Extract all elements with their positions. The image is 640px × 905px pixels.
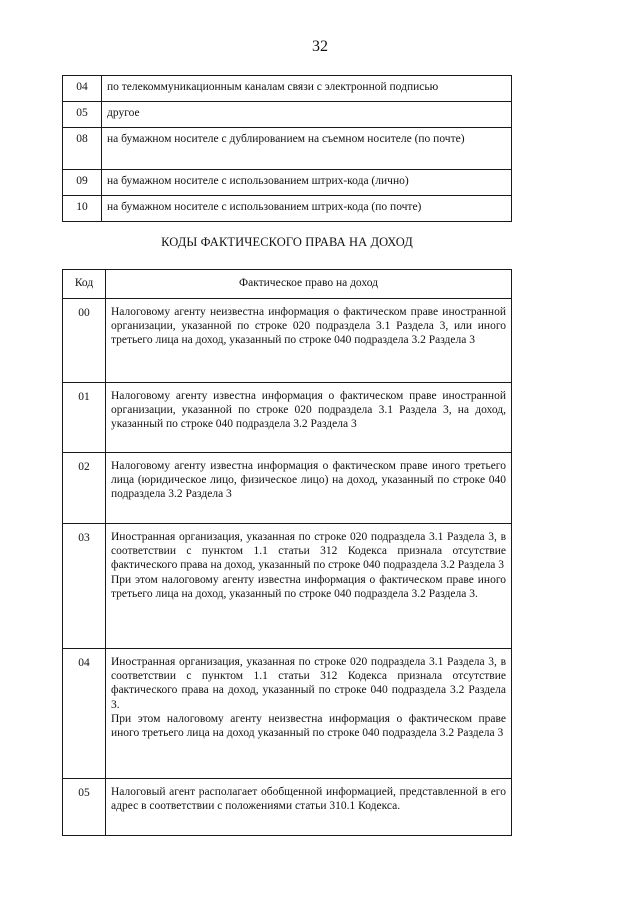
description-paragraph: При этом налоговому агенту известна информация о фактическом праве иного третьего лица на доход, указанный по строке 040 подраздела 3.2 Раздела 3.: [111, 573, 506, 600]
column-header-description: Фактическое право на доход: [106, 270, 512, 299]
description-paragraph: Налоговому агенту неизвестна информация о фактическом праве иностранной организации, указанной по строке 020 подраздела 3.1 Раздела 3, или иного третьего лица на доход, указанный по строке 040 подраздела 3.2 Раздела 3: [111, 306, 506, 347]
description-cell: [106, 779, 512, 836]
description-cell: [106, 453, 512, 524]
code-cell: 05: [63, 102, 102, 128]
description-cell: на бумажном носителе с дублированием на съемном носителе (по почте): [102, 128, 512, 170]
description-cell: [106, 299, 512, 383]
description-paragraph: Налоговому агенту известна информация о фактическом праве иного третьего лица (юридическое лицо, физическое лицо) на доход, указанный по строке 040 подраздела 3.2 Раздела 3: [111, 460, 506, 501]
code-cell: 08: [63, 128, 102, 170]
code-cell: 10: [63, 196, 102, 222]
description-cell: [106, 649, 512, 779]
table-row: [63, 453, 512, 524]
code-cell: 02: [63, 453, 106, 524]
description-paragraph: Налоговый агент располагает обобщенной информацией, представленной в его адрес в соответствии с положениями статьи 310.1 Кодекса.: [111, 786, 506, 813]
table-header-row: [63, 270, 512, 299]
description-paragraph: Иностранная организация, указанная по строке 020 подраздела 3.1 Раздела 3, в соответствии с пунктом 1.1 статьи 312 Кодекса признала отсутствие фактического права на доход, указанный по строке 040 подраздела 3.2 Раздела 3: [111, 531, 506, 572]
table-row: [63, 649, 512, 779]
description-cell: другое: [102, 102, 512, 128]
table-row: [63, 170, 512, 196]
table-row: [63, 524, 512, 649]
table-row: [63, 383, 512, 453]
table-row: [63, 299, 512, 383]
code-cell: 00: [63, 299, 106, 383]
actual-right-codes-table: [62, 269, 512, 836]
table-row: [63, 128, 512, 170]
description-paragraph: При этом налоговому агенту неизвестна информация о фактическом праве иного третьего лица на доход указанный по строке 040 подраздела 3.2 Раздела 3: [111, 712, 506, 740]
table-row: [63, 196, 512, 222]
table-row: [63, 102, 512, 128]
submission-method-codes-table: [62, 75, 512, 222]
description-cell: [106, 383, 512, 453]
code-cell: 03: [63, 524, 106, 649]
description-paragraph: Налоговому агенту известна информация о фактическом праве иностранной организации, указанной по строке 020 подраздела 3.1 Раздела 3, на доход, указанный по строке 040 подраздела 3.2 Раздела 3: [111, 390, 506, 431]
description-cell: на бумажном носителе с использованием штрих-кода (лично): [102, 170, 512, 196]
description-paragraph: Иностранная организация, указанная по строке 020 подраздела 3.1 Раздела 3, в соответствии с пунктом 1.1 статьи 312 Кодекса признала отсутствие фактического права на доход, указанный по строке 040 подраздела 3.2 Раздела 3.: [111, 656, 506, 711]
code-cell: 01: [63, 383, 106, 453]
code-cell: 04: [63, 649, 106, 779]
description-cell: на бумажном носителе с использованием штрих-кода (по почте): [102, 196, 512, 222]
code-cell: 04: [63, 76, 102, 102]
code-cell: 09: [63, 170, 102, 196]
table-row: [63, 779, 512, 836]
section-title: КОДЫ ФАКТИЧЕСКОГО ПРАВА НА ДОХОД: [161, 235, 413, 249]
page-number: 32: [312, 38, 328, 55]
table-row: [63, 76, 512, 102]
code-cell: 05: [63, 779, 106, 836]
description-cell: по телекоммуникационным каналам связи с электронной подписью: [102, 76, 512, 102]
description-cell: [106, 524, 512, 649]
column-header-code: Код: [63, 270, 106, 299]
